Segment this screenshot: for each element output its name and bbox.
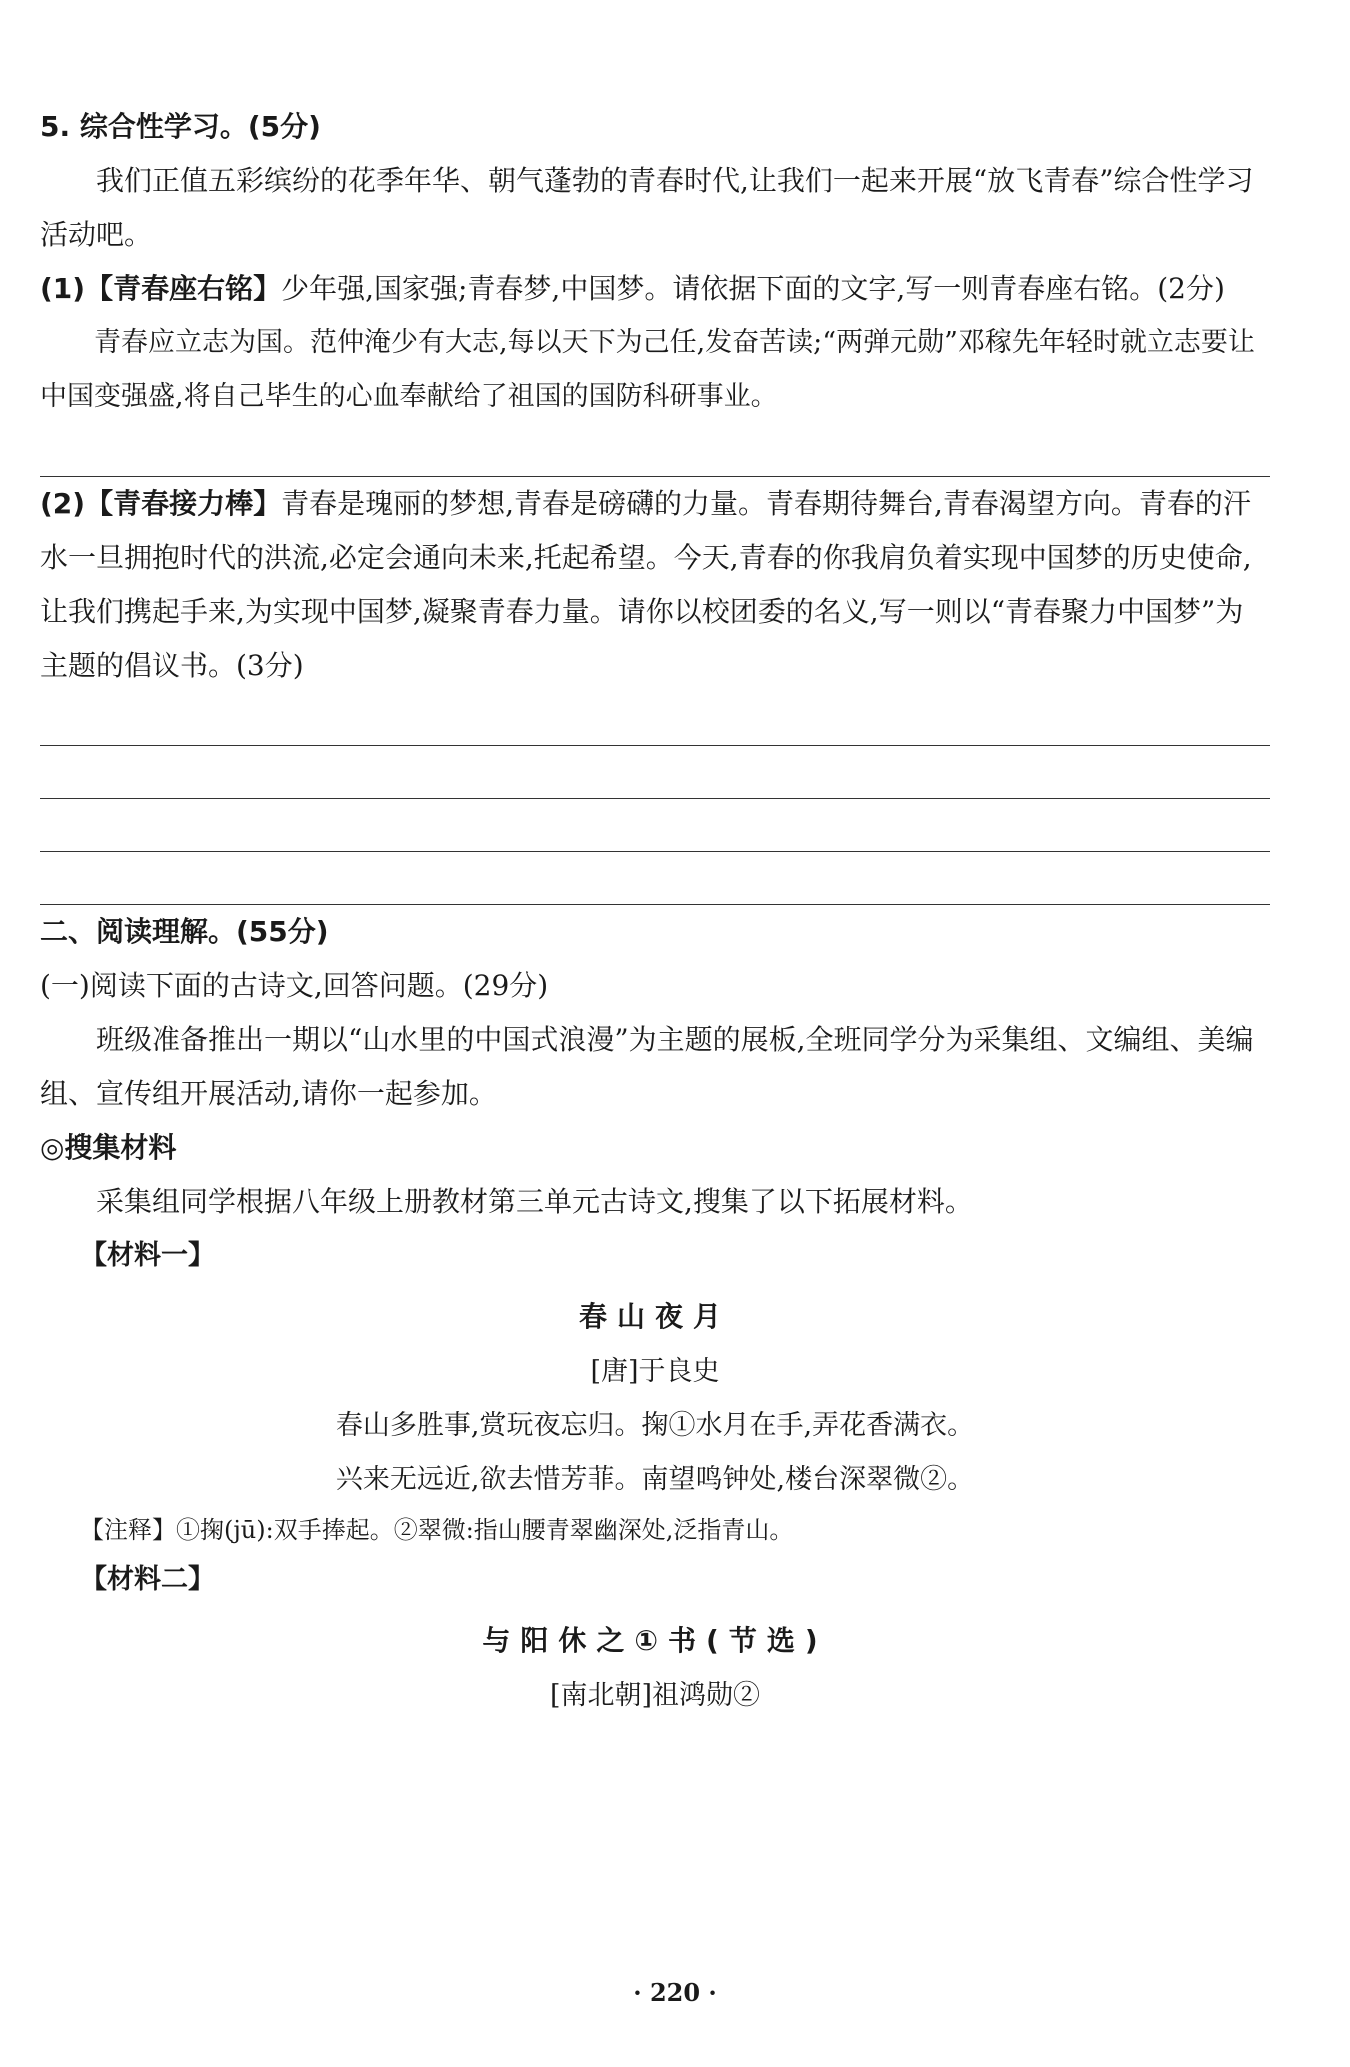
material2-author: [南北朝]祖鸿勋② <box>549 1680 761 1711</box>
q5-part2-label: (2)【青春接力棒】 <box>40 487 282 520</box>
material1-label: 【材料一】 <box>80 1240 215 1271</box>
q5-part1-text: 少年强,国家强;青春梦,中国梦。请依据下面的文字,写一则青春座右铭。(2分) <box>281 272 1225 305</box>
material2-label: 【材料二】 <box>80 1564 215 1595</box>
material1-author: [唐]于良史 <box>590 1356 720 1387</box>
section2-sub1: (一)阅读下面的古诗文,回答问题。(29分) <box>40 969 549 1002</box>
answer-line[interactable] <box>40 693 1270 746</box>
q5-part1 <box>40 262 1270 316</box>
q5-heading: 5. 综合性学习。(5分) <box>40 110 321 143</box>
q5-intro: 我们正值五彩缤纷的花季年华、朝气蓬勃的青春时代,让我们一起来开展“放飞青春”综合性学习活动吧。 <box>40 164 1254 251</box>
q5-part1-quote: 青春应立志为国。范仲淹少有大志,每以天下为己任,发奋苦读;“两弹元勋”邓稼先年轻时就立志要让中国变强盛,将自己毕生的心血奉献给了祖国的国防科研事业。 <box>40 327 1255 412</box>
material1-line: 兴来无远近,欲去惜芳菲。南望鸣钟处,楼台深翠微②。 <box>335 1464 975 1495</box>
q5-part2-text: 青春是瑰丽的梦想,青春是磅礴的力量。青春期待舞台,青春渴望方向。青春的汗水一旦拥抱时代的洪流,必定会通向未来,托起希望。今天,青春的你我肩负着实现中国梦的历史使命,让我们携起手来,为实现中国梦,凝聚青春力量。请你以校团委的名义,写一则以“青春聚力中国梦”为主题的倡议书。(3分) <box>40 487 1252 682</box>
material1-line: 春山多胜事,赏玩夜忘归。掬①水月在手,弄花香满衣。 <box>335 1410 975 1441</box>
answer-line[interactable] <box>40 424 1270 477</box>
material1-title: 春山夜月 <box>578 1300 731 1333</box>
collect-heading: ◎搜集材料 <box>40 1131 177 1164</box>
answer-line[interactable] <box>40 746 1270 799</box>
material1-note: 【注释】①掬(jū):双手捧起。②翠微:指山腰青翠幽深处,泛指青山。 <box>80 1516 794 1544</box>
answer-line[interactable] <box>40 799 1270 852</box>
collect-text: 采集组同学根据八年级上册教材第三单元古诗文,搜集了以下拓展材料。 <box>96 1185 973 1218</box>
answer-line[interactable] <box>40 852 1270 905</box>
material2-title: 与阳休之①书(节选) <box>482 1624 828 1657</box>
q5-part1-label: (1)【青春座右铭】 <box>40 272 282 305</box>
page-number: · 220 · <box>633 1978 717 2007</box>
section2-intro: 班级准备推出一期以“山水里的中国式浪漫”为主题的展板,全班同学分为采集组、文编组、美编组、宣传组开展活动,请你一起参加。 <box>40 1023 1254 1110</box>
section2-heading: 二、阅读理解。(55分) <box>40 915 329 948</box>
q5-part2 <box>40 477 1270 693</box>
